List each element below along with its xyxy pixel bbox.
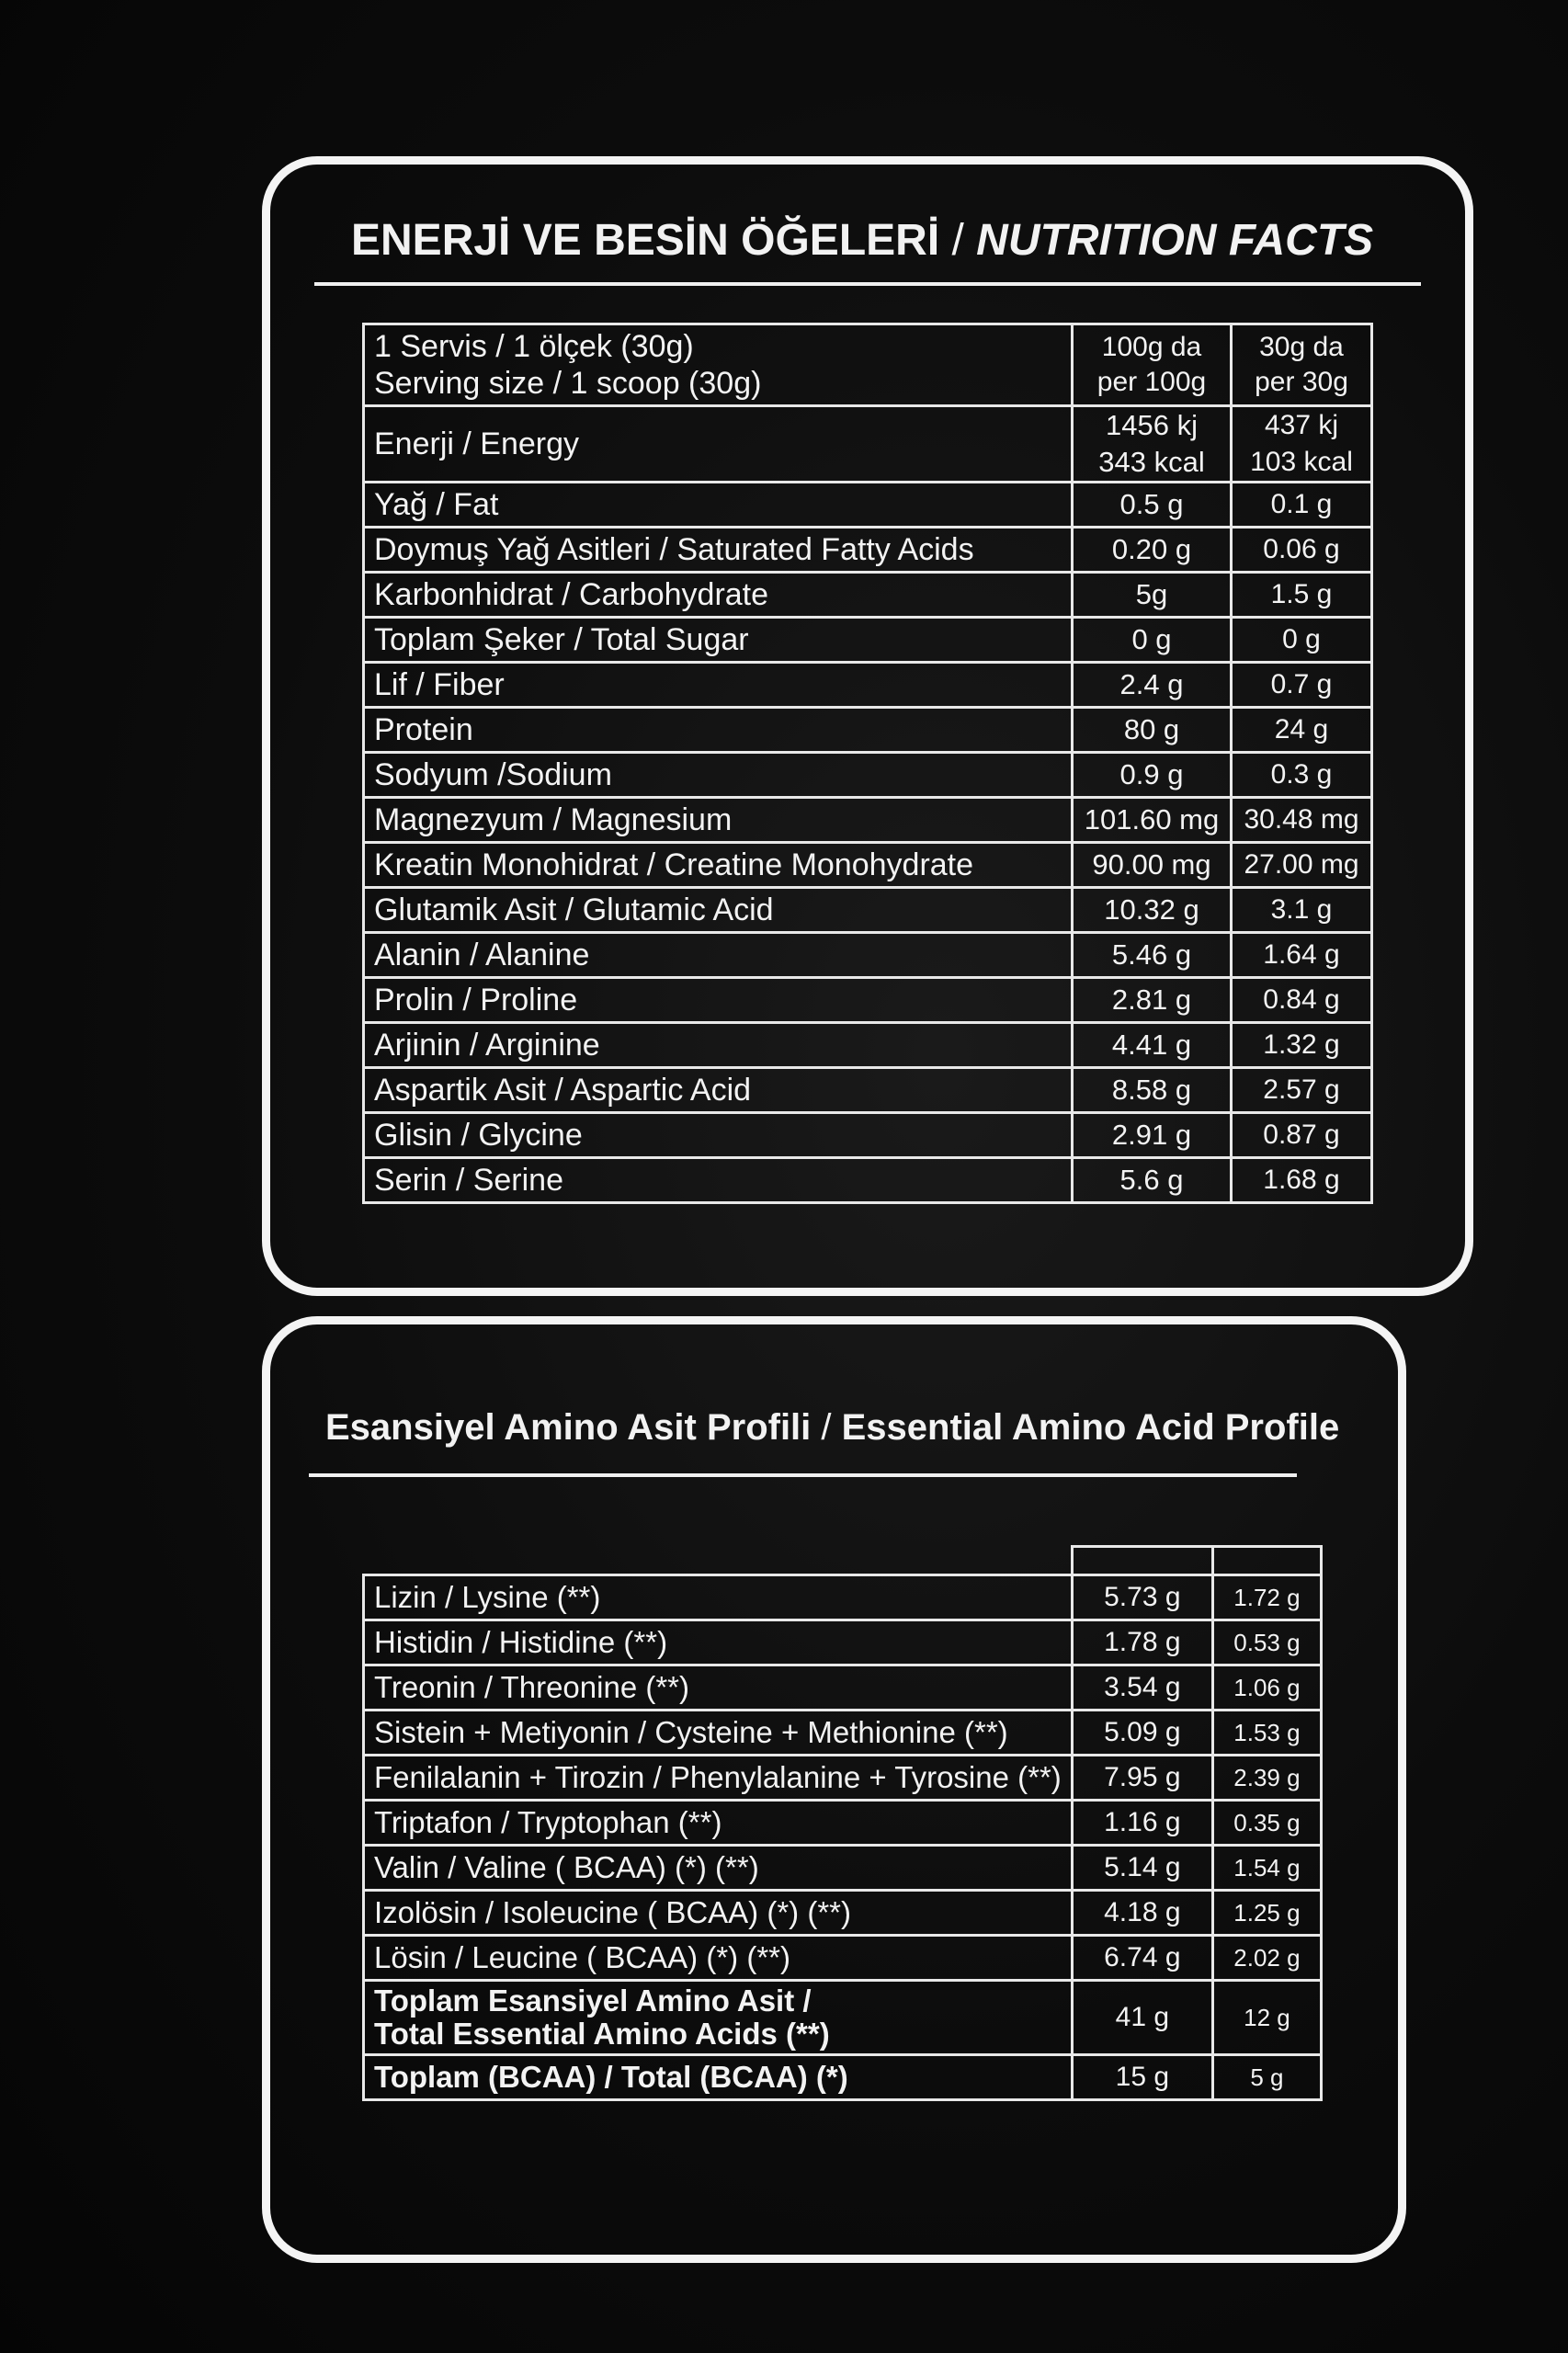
energy-per-30g-kcal: 103 kcal [1250, 447, 1353, 477]
amino-acid-row [364, 1711, 1322, 1756]
amino-acid-row [364, 1891, 1322, 1936]
amino-acid-row-label: Valin / Valine ( BCAA) (*) (**) [364, 1846, 1073, 1891]
nutrition-rows [364, 483, 1372, 1203]
amino-acid-row [364, 1756, 1322, 1801]
nutrient-row-per-30g: 1.68 g [1232, 1158, 1372, 1203]
amino-table [362, 1545, 1323, 2101]
nutrient-row [364, 798, 1372, 843]
amino-acid-row [364, 1936, 1322, 1981]
nutrient-row-per-30g: 3.1 g [1232, 888, 1372, 933]
amino-acid-row-per-100g: 5.14 g [1072, 1846, 1212, 1891]
nutrient-row-label: Karbonhidrat / Carbohydrate [364, 573, 1073, 618]
nutrient-row [364, 663, 1372, 708]
nutrient-row-per-30g: 0.3 g [1232, 753, 1372, 798]
nutrient-row-per-30g: 27.00 mg [1232, 843, 1372, 888]
nutrient-row [364, 1068, 1372, 1113]
energy-per-100g-kcal: 343 kcal [1098, 446, 1205, 478]
amino-title [325, 1407, 1398, 1449]
amino-title-en: Essential Amino Acid Profile [841, 1407, 1340, 1448]
amino-acid-row-per-100g: 5.09 g [1072, 1711, 1212, 1756]
nutrient-row-label: Serin / Serine [364, 1158, 1073, 1203]
nutrient-row-per-100g: 10.32 g [1073, 888, 1232, 933]
nutrient-row-label: Alanin / Alanine [364, 933, 1073, 978]
serving-size-en: Serving size / 1 scoop (30g) [374, 366, 762, 401]
nutrient-row-per-30g: 1.64 g [1232, 933, 1372, 978]
amino-rows [364, 1575, 1322, 1981]
energy-per-100g-kj: 1456 kj [1106, 409, 1198, 441]
nutrient-row-per-100g: 2.4 g [1073, 663, 1232, 708]
amino-title-tr: Esansiyel Amino Asit Profili [325, 1407, 812, 1448]
nutrient-row-label: Aspartik Asit / Aspartic Acid [364, 1068, 1073, 1113]
nutrition-title [351, 215, 1465, 266]
nutrient-row-per-30g: 30.48 mg [1232, 798, 1372, 843]
amino-acid-row [364, 1620, 1322, 1665]
per-30g-header-en: per 30g [1255, 367, 1348, 397]
nutrient-row-per-100g: 5.46 g [1073, 933, 1232, 978]
nutrient-row-per-30g: 0.84 g [1232, 978, 1372, 1023]
amino-acid-row-per-30g: 1.72 g [1212, 1575, 1321, 1620]
amino-acid-row-per-100g: 1.78 g [1072, 1620, 1212, 1665]
nutrient-row [364, 573, 1372, 618]
nutrient-row-per-100g: 4.41 g [1073, 1023, 1232, 1068]
amino-acid-row-label: Sistein + Metiyonin / Cysteine + Methionine (**) [364, 1711, 1073, 1756]
total-essential-row [364, 1981, 1322, 2055]
nutrient-row [364, 483, 1372, 528]
nutrient-row-label: Doymuş Yağ Asitleri / Saturated Fatty Acids [364, 528, 1073, 573]
amino-acid-row-label: Lösin / Leucine ( BCAA) (*) (**) [364, 1936, 1073, 1981]
nutrition-header-row [364, 324, 1372, 406]
total-bcaa-label: Toplam (BCAA) / Total (BCAA) (*) [364, 2055, 1073, 2100]
nutrient-row-label: Magnezyum / Magnesium [364, 798, 1073, 843]
nutrient-row-label: Toplam Şeker / Total Sugar [364, 618, 1073, 663]
nutrition-table [362, 323, 1373, 1204]
nutrient-row-per-30g: 0.7 g [1232, 663, 1372, 708]
amino-spacer-col1 [1072, 1547, 1212, 1575]
nutrient-row [364, 1023, 1372, 1068]
nutrient-row [364, 708, 1372, 753]
amino-title-divider [309, 1473, 1297, 1477]
nutrition-title-en: NUTRITION FACTS [976, 216, 1374, 265]
nutrient-row-per-100g: 101.60 mg [1073, 798, 1232, 843]
total-bcaa-per-30g: 5 g [1212, 2055, 1321, 2100]
total-essential-label-en: Total Essential Amino Acids (**) [374, 2017, 830, 2051]
amino-title-separator: / [811, 1407, 842, 1448]
per-100g-header-tr: 100g da [1101, 332, 1202, 362]
nutrient-row-per-30g: 0.1 g [1232, 483, 1372, 528]
nutrient-row [364, 888, 1372, 933]
nutrient-row [364, 753, 1372, 798]
nutrient-row-label: Protein [364, 708, 1073, 753]
nutrient-row-label: Yağ / Fat [364, 483, 1073, 528]
energy-per-30g [1232, 406, 1372, 483]
amino-spacer-col2 [1212, 1547, 1321, 1575]
amino-acid-row-label: Lizin / Lysine (**) [364, 1575, 1073, 1620]
nutrient-row-per-100g: 0.20 g [1073, 528, 1232, 573]
nutrient-row [364, 978, 1372, 1023]
nutrient-row-label: Kreatin Monohidrat / Creatine Monohydrate [364, 843, 1073, 888]
amino-acid-row-per-30g: 1.53 g [1212, 1711, 1321, 1756]
amino-acid-row-label: Fenilalanin + Tirozin / Phenylalanine + Tyrosine (**) [364, 1756, 1073, 1801]
per-30g-header-tr: 30g da [1259, 332, 1344, 362]
amino-acid-row [364, 1801, 1322, 1846]
nutrient-row [364, 843, 1372, 888]
amino-acid-row-per-100g: 4.18 g [1072, 1891, 1212, 1936]
nutrient-row-per-100g: 8.58 g [1073, 1068, 1232, 1113]
nutrient-row-per-100g: 5.6 g [1073, 1158, 1232, 1203]
energy-per-30g-kj: 437 kj [1264, 410, 1339, 440]
nutrient-row-label: Sodyum /Sodium [364, 753, 1073, 798]
amino-acid-row-per-100g: 3.54 g [1072, 1665, 1212, 1711]
total-essential-per-100g: 41 g [1072, 1981, 1212, 2055]
nutrient-row-per-30g: 1.32 g [1232, 1023, 1372, 1068]
nutrition-facts-panel [262, 156, 1473, 1296]
amino-acid-row-label: Histidin / Histidine (**) [364, 1620, 1073, 1665]
nutrient-row-per-100g: 5g [1073, 573, 1232, 618]
amino-acid-row-per-30g: 0.53 g [1212, 1620, 1321, 1665]
nutrient-row [364, 933, 1372, 978]
serving-size-label [364, 324, 1073, 406]
amino-acid-row [364, 1575, 1322, 1620]
nutrient-row-per-100g: 2.91 g [1073, 1113, 1232, 1158]
energy-per-100g [1073, 406, 1232, 483]
nutrient-row-per-30g: 1.5 g [1232, 573, 1372, 618]
per-100g-header [1073, 324, 1232, 406]
energy-row [364, 406, 1372, 483]
nutrient-row-per-30g: 0.06 g [1232, 528, 1372, 573]
amino-acid-row-label: Izolösin / Isoleucine ( BCAA) (*) (**) [364, 1891, 1073, 1936]
nutrient-row-per-30g: 24 g [1232, 708, 1372, 753]
nutrient-row-per-30g: 0.87 g [1232, 1113, 1372, 1158]
amino-acid-row-per-100g: 1.16 g [1072, 1801, 1212, 1846]
nutrient-row [364, 1158, 1372, 1203]
total-bcaa-per-100g: 15 g [1072, 2055, 1212, 2100]
amino-acid-row-per-30g: 1.25 g [1212, 1891, 1321, 1936]
serving-size-tr: 1 Servis / 1 ölçek (30g) [374, 329, 694, 364]
amino-acid-row [364, 1846, 1322, 1891]
amino-acid-panel [262, 1316, 1406, 2263]
amino-header-spacer [364, 1547, 1322, 1575]
nutrient-row-per-30g: 2.57 g [1232, 1068, 1372, 1113]
total-essential-label [364, 1981, 1073, 2055]
amino-acid-row-per-30g: 2.02 g [1212, 1936, 1321, 1981]
amino-acid-row-per-30g: 2.39 g [1212, 1756, 1321, 1801]
nutrient-row-label: Glisin / Glycine [364, 1113, 1073, 1158]
amino-acid-row-per-100g: 5.73 g [1072, 1575, 1212, 1620]
nutrient-row-label: Prolin / Proline [364, 978, 1073, 1023]
amino-acid-row-label: Triptafon / Tryptophan (**) [364, 1801, 1073, 1846]
nutrient-row [364, 528, 1372, 573]
nutrient-row-per-100g: 0 g [1073, 618, 1232, 663]
nutrition-title-separator: / [939, 216, 977, 265]
nutrient-row-label: Arjinin / Arginine [364, 1023, 1073, 1068]
per-30g-header [1232, 324, 1372, 406]
nutrient-row-per-100g: 2.81 g [1073, 978, 1232, 1023]
total-bcaa-row [364, 2055, 1322, 2100]
amino-acid-row-per-100g: 6.74 g [1072, 1936, 1212, 1981]
nutrient-row-per-100g: 90.00 mg [1073, 843, 1232, 888]
per-100g-header-en: per 100g [1096, 367, 1207, 397]
nutrient-row-per-100g: 0.5 g [1073, 483, 1232, 528]
nutrient-row-per-30g: 0 g [1232, 618, 1372, 663]
amino-acid-row-per-30g: 1.06 g [1212, 1665, 1321, 1711]
amino-acid-row [364, 1665, 1322, 1711]
nutrient-row [364, 1113, 1372, 1158]
energy-label: Enerji / Energy [364, 406, 1073, 483]
nutrition-title-tr: ENERJİ VE BESİN ÖĞELERİ [351, 216, 940, 265]
amino-spacer-label [364, 1547, 1073, 1575]
amino-acid-row-per-100g: 7.95 g [1072, 1756, 1212, 1801]
nutrient-row-per-100g: 0.9 g [1073, 753, 1232, 798]
nutrient-row-label: Lif / Fiber [364, 663, 1073, 708]
total-essential-label-tr: Toplam Esansiyel Amino Asit / [374, 1984, 812, 2018]
nutrient-row [364, 618, 1372, 663]
amino-acid-row-per-30g: 1.54 g [1212, 1846, 1321, 1891]
nutrition-title-divider [314, 282, 1421, 286]
nutrient-row-per-100g: 80 g [1073, 708, 1232, 753]
total-essential-per-30g: 12 g [1212, 1981, 1321, 2055]
nutrient-row-label: Glutamik Asit / Glutamic Acid [364, 888, 1073, 933]
amino-acid-row-per-30g: 0.35 g [1212, 1801, 1321, 1846]
amino-acid-row-label: Treonin / Threonine (**) [364, 1665, 1073, 1711]
